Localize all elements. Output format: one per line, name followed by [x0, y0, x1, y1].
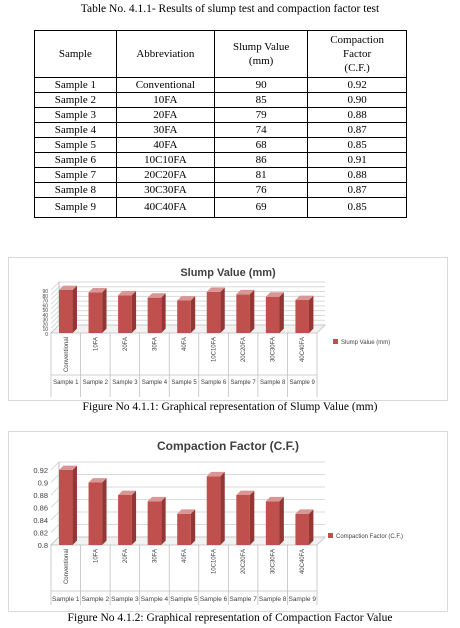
- cell-compaction-factor: 0.91: [308, 153, 407, 168]
- x-group-label: Sample 5: [170, 596, 198, 603]
- bar: [236, 495, 250, 545]
- gridline-depth: [51, 296, 59, 304]
- bar: [177, 514, 191, 545]
- x-tick-label: 40FA: [182, 337, 188, 352]
- slump-chart: [8, 257, 448, 401]
- table-row: [35, 78, 407, 93]
- table-row: [35, 153, 407, 168]
- bar-side: [161, 293, 165, 333]
- cell-sample: Sample 3: [35, 108, 117, 123]
- gridline-depth: [51, 525, 59, 533]
- gridline-depth: [51, 462, 59, 470]
- cell-compaction-factor: 0.87: [308, 123, 407, 138]
- table-row: [35, 168, 407, 183]
- cell-slump-value: 86: [215, 153, 308, 168]
- x-group-label: Sample 9: [289, 380, 315, 386]
- x-tick-label: 40FA: [182, 549, 188, 564]
- bar: [295, 514, 309, 545]
- bar: [295, 300, 309, 333]
- bar-side: [250, 290, 254, 333]
- results-table: [34, 30, 407, 218]
- x-group-label: Sample 5: [171, 380, 197, 386]
- bar-side: [309, 296, 313, 333]
- bar-side: [279, 497, 283, 545]
- bar-side: [250, 491, 254, 545]
- x-tick-label: 10C10FA: [211, 549, 218, 575]
- legend-swatch: [328, 533, 333, 538]
- x-group-label: Sample 7: [230, 380, 256, 386]
- cell-abbreviation: 20FA: [116, 108, 214, 123]
- table-body: [35, 78, 407, 218]
- cell-slump-value: 69: [215, 198, 308, 218]
- y-tick-label: 0: [45, 332, 48, 338]
- table-row: [35, 93, 407, 108]
- compaction-chart-svg: [9, 432, 447, 611]
- bar: [177, 301, 191, 333]
- x-tick-label: 30FA: [152, 337, 159, 352]
- bar: [266, 297, 280, 333]
- bar: [118, 495, 132, 545]
- legend-label: Compaction Factor (C.F.): [336, 534, 404, 540]
- cell-abbreviation: 40FA: [116, 138, 214, 153]
- table-row: [35, 198, 407, 218]
- y-tick-label: 80: [42, 293, 48, 300]
- bar-side: [132, 291, 136, 333]
- gridline-depth: [51, 475, 59, 483]
- y-tick-label: 0.82: [33, 528, 48, 538]
- cell-compaction-factor: 0.85: [308, 198, 407, 218]
- bar-side: [220, 288, 224, 333]
- bar: [89, 483, 103, 546]
- bar-side: [279, 292, 283, 333]
- bar-side: [102, 288, 106, 333]
- cell-slump-value: 76: [215, 183, 308, 198]
- header-abbreviation: Abbreviation: [116, 31, 214, 78]
- cell-slump-value: 79: [215, 108, 308, 123]
- bar-side: [191, 296, 195, 333]
- figure2-caption: Figure No 4.1.2: Graphical representation of Compaction Factor Value: [67, 612, 393, 624]
- cell-sample: Sample 6: [35, 153, 117, 168]
- table-row: [35, 108, 407, 123]
- y-tick-label: 60: [42, 303, 48, 310]
- x-group-label: Sample 4: [140, 596, 169, 603]
- cell-abbreviation: Conventional: [116, 78, 214, 93]
- header-slump-value: Slump Value (mm): [215, 31, 308, 78]
- cell-sample: Sample 5: [35, 138, 117, 153]
- y-tick-label: 30: [42, 317, 48, 324]
- y-tick-label: 0.84: [33, 516, 48, 525]
- x-tick-label: Conventional: [63, 337, 70, 373]
- gridline-depth: [51, 487, 59, 495]
- x-group-label: Sample 9: [288, 596, 316, 603]
- figure1-caption: Figure No 4.1.1: Graphical representation of Slump Value (mm): [82, 401, 378, 413]
- x-group-label: Sample 2: [82, 380, 109, 386]
- bar-side: [73, 466, 77, 545]
- cell-slump-value: 90: [215, 78, 308, 93]
- x-tick-label: 40C40FA: [300, 549, 307, 575]
- x-group-label: Sample 6: [200, 380, 227, 386]
- cell-sample: Sample 4: [35, 123, 117, 138]
- x-tick-label: Conventional: [63, 549, 70, 585]
- table-caption: Table No. 4.1.1- Results of slump test and compaction factor test: [80, 3, 380, 15]
- cell-sample: Sample 8: [35, 183, 117, 198]
- gridline-depth: [51, 512, 59, 520]
- x-group-label: Sample 2: [81, 596, 110, 603]
- cell-slump-value: 81: [215, 168, 308, 183]
- y-tick-label: 90: [42, 289, 48, 295]
- y-tick-label: 0.86: [33, 503, 48, 513]
- x-group-label: Sample 3: [112, 380, 138, 386]
- cell-compaction-factor: 0.92: [308, 78, 407, 93]
- x-tick-label: 20FA: [122, 337, 129, 352]
- y-tick-label: 20: [42, 322, 48, 329]
- cell-abbreviation: 20C20FA: [116, 168, 214, 183]
- bar-side: [132, 491, 136, 545]
- x-group-label: Sample 4: [141, 380, 168, 386]
- slump-chart-svg: [9, 258, 447, 400]
- y-tick-label: 40: [42, 312, 48, 319]
- bar: [207, 292, 221, 333]
- x-tick-label: 20FA: [122, 549, 129, 564]
- table-header-row: [35, 31, 407, 78]
- gridline-depth: [51, 315, 59, 323]
- x-group-label: Sample 8: [258, 596, 287, 603]
- x-tick-label: 30C30FA: [270, 337, 277, 363]
- y-tick-label: 70: [42, 298, 48, 305]
- y-tick-label: 0.9: [37, 478, 48, 488]
- cell-abbreviation: 40C40FA: [116, 198, 214, 218]
- header-sample: Sample: [35, 31, 117, 78]
- cell-compaction-factor: 0.87: [308, 183, 407, 198]
- x-tick-label: 10FA: [93, 337, 100, 352]
- bar-side: [220, 472, 224, 545]
- x-group-label: Sample 3: [111, 596, 139, 603]
- x-group-label: Sample 8: [259, 380, 286, 386]
- y-tick-label: 10: [42, 327, 48, 334]
- x-group-label: Sample 1: [52, 596, 80, 603]
- cell-sample: Sample 1: [35, 78, 117, 93]
- gridline-depth: [51, 287, 59, 295]
- bar: [59, 290, 73, 333]
- x-group-label: Sample 1: [53, 380, 79, 386]
- x-tick-label: 20C20FA: [241, 549, 248, 575]
- x-tick-label: 10C10FA: [211, 337, 218, 363]
- x-tick-label: 10FA: [93, 549, 100, 564]
- header-compaction-factor: Compaction Factor (C.F.): [308, 31, 407, 78]
- table-row: [35, 123, 407, 138]
- legend-label: Slump Value (mm): [341, 340, 391, 346]
- compaction-chart: [8, 431, 448, 612]
- y-tick-label: 0.88: [33, 491, 48, 500]
- cell-sample: Sample 2: [35, 93, 117, 108]
- bar-side: [191, 509, 195, 545]
- chart-title: Compaction Factor (C.F.): [156, 439, 300, 453]
- bar-side: [309, 509, 313, 545]
- table-row: [35, 138, 407, 153]
- x-tick-label: 20C20FA: [241, 337, 248, 363]
- gridline-depth: [51, 301, 59, 309]
- gridline-depth: [51, 500, 59, 508]
- cell-compaction-factor: 0.90: [308, 93, 407, 108]
- cell-sample: Sample 9: [35, 198, 117, 218]
- bar: [266, 501, 280, 545]
- bar: [148, 298, 162, 333]
- gridline-depth: [51, 306, 59, 314]
- cell-abbreviation: 10C10FA: [116, 153, 214, 168]
- y-tick-label: 0.92: [33, 466, 48, 475]
- x-group-label: Sample 6: [199, 596, 228, 603]
- cell-sample: Sample 7: [35, 168, 117, 183]
- cell-abbreviation: 10FA: [116, 93, 214, 108]
- table-row: [35, 183, 407, 198]
- chart-title: Slump Value (mm): [180, 267, 276, 279]
- bar: [148, 501, 162, 545]
- gridline-depth: [51, 292, 59, 300]
- bar: [89, 292, 103, 333]
- cell-abbreviation: 30C30FA: [116, 183, 214, 198]
- x-tick-label: 30FA: [152, 549, 159, 564]
- y-tick-label: 50: [42, 308, 48, 315]
- gridline-depth: [51, 311, 59, 319]
- gridline-depth: [51, 282, 59, 290]
- cell-slump-value: 85: [215, 93, 308, 108]
- bar-side: [102, 478, 106, 545]
- cell-abbreviation: 30FA: [116, 123, 214, 138]
- x-tick-label: 40C40FA: [300, 337, 307, 363]
- x-group-label: Sample 7: [229, 596, 257, 603]
- bar-side: [73, 286, 77, 333]
- cell-compaction-factor: 0.88: [308, 108, 407, 123]
- bar: [236, 294, 250, 333]
- cell-compaction-factor: 0.85: [308, 138, 407, 153]
- cell-compaction-factor: 0.88: [308, 168, 407, 183]
- bar: [59, 470, 73, 545]
- bar: [118, 295, 132, 333]
- bar-side: [161, 497, 165, 545]
- bar: [207, 476, 221, 545]
- y-tick-label: 0.8: [37, 541, 48, 550]
- legend-swatch: [333, 339, 338, 344]
- x-tick-label: 30C30FA: [270, 549, 277, 575]
- cell-slump-value: 74: [215, 123, 308, 138]
- cell-slump-value: 68: [215, 138, 308, 153]
